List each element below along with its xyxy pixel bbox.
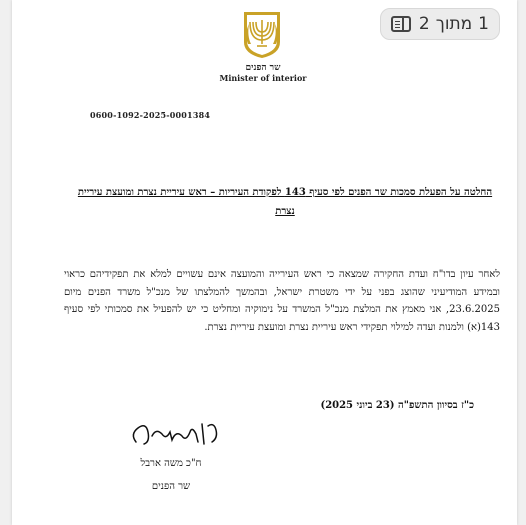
signer-name: ח"כ משה ארבל [140, 458, 202, 469]
page-of-label: מתוך [435, 14, 473, 34]
ministry-title-english: Minister of interior [219, 73, 307, 83]
document-body: לאחר עיון בדו"ח ועדת החקירה שמצאה כי ראש העירייה והמועצה אינם עשויים למלא את תפקידיהם כראוי ובמידע המודיעיני שהוצג בפני על ידי משטרת ישראל, ובהמשך להמלצתו של מנכ"ל משרד הפנים מיום 23.6.2025, אני מאמץ את המלצת מנכ"ל המשרד על נימוקיה ומחליט כי יש להפעיל את סמכותי לפי סעיף 143(א) ולמנות ועדה למילוי תפקידי ראש עיריית נצרת ומועצת עיריית נצרת. [64, 269, 500, 333]
signer-title: שר הפנים [151, 481, 191, 492]
reference-number: 0600-1092-2025-0001384 [90, 110, 211, 120]
current-page-number: 1 [478, 14, 489, 34]
page-indicator [419, 14, 489, 34]
page-counter[interactable] [380, 8, 500, 40]
document-page [12, 0, 517, 525]
ministry-title-hebrew: שר הפנים [245, 63, 281, 73]
total-pages-number: 2 [418, 14, 430, 34]
sidebar-toggle-icon[interactable] [391, 16, 411, 32]
document-subject: החלטה על הפעלת סמכות שר הפנים לפי סעיף 143 לפקודת העיריות – ראש עיריית נצרת ומועצת עיריית נצרת [77, 187, 493, 217]
menorah-emblem-icon [240, 8, 284, 60]
handwritten-signature [126, 416, 226, 450]
document-date: כ"ז בסיוון התשפ"ה (23 ביוני 2025) [320, 400, 474, 411]
